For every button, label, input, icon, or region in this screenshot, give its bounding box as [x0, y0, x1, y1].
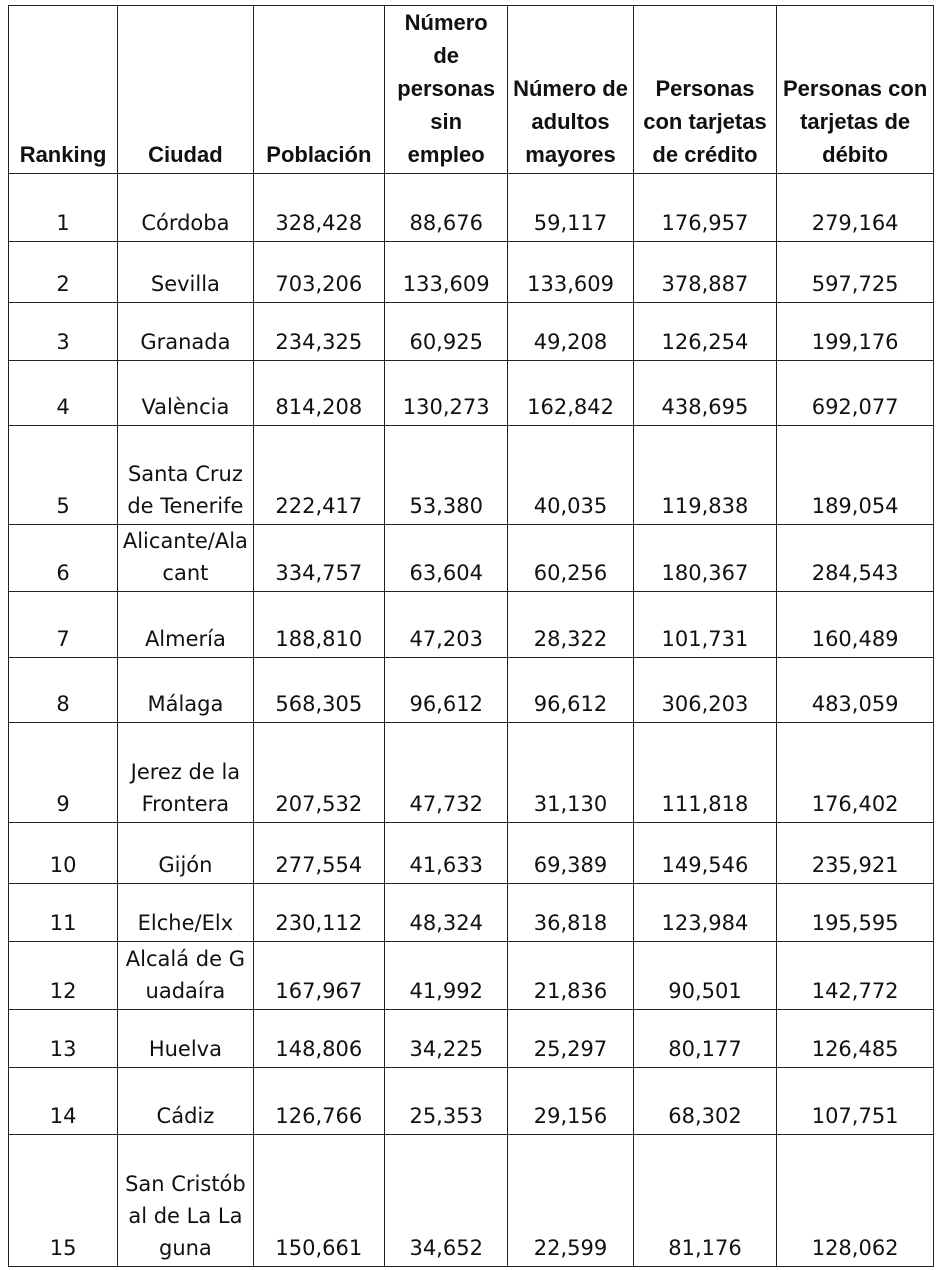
- cell-tarjetas-debito: 692,077: [777, 361, 934, 426]
- header-adultos-mayores: Número de adultos mayores: [508, 6, 633, 174]
- cell-ciudad: Gijón: [118, 823, 253, 884]
- table-row: [9, 1010, 934, 1068]
- cell-ciudad: València: [118, 361, 253, 426]
- cell-tarjetas-credito: 378,887: [633, 242, 777, 303]
- cell-ciudad: Huelva: [118, 1010, 253, 1068]
- header-poblacion: Población: [253, 6, 384, 174]
- table-row: [9, 303, 934, 361]
- cell-tarjetas-debito: 128,062: [777, 1135, 934, 1267]
- header-ciudad: Ciudad: [118, 6, 253, 174]
- cell-poblacion: 167,967: [253, 942, 384, 1010]
- cell-ciudad: Granada: [118, 303, 253, 361]
- cell-sin-empleo: 47,203: [385, 592, 508, 658]
- cell-sin-empleo: 88,676: [385, 174, 508, 242]
- header-ranking: Ranking: [9, 6, 118, 174]
- table-row: [9, 174, 934, 242]
- cell-tarjetas-credito: 438,695: [633, 361, 777, 426]
- cell-adultos-mayores: 60,256: [508, 525, 633, 592]
- cell-poblacion: 703,206: [253, 242, 384, 303]
- cell-poblacion: 188,810: [253, 592, 384, 658]
- data-table-container: [8, 5, 934, 1267]
- cell-poblacion: 568,305: [253, 658, 384, 723]
- cell-tarjetas-debito: 483,059: [777, 658, 934, 723]
- cell-ranking: 4: [9, 361, 118, 426]
- cell-ranking: 6: [9, 525, 118, 592]
- cell-sin-empleo: 41,992: [385, 942, 508, 1010]
- cell-tarjetas-debito: 107,751: [777, 1068, 934, 1135]
- cell-tarjetas-debito: 176,402: [777, 723, 934, 823]
- cell-sin-empleo: 34,225: [385, 1010, 508, 1068]
- cell-tarjetas-credito: 126,254: [633, 303, 777, 361]
- cell-tarjetas-credito: 80,177: [633, 1010, 777, 1068]
- cell-poblacion: 277,554: [253, 823, 384, 884]
- cell-adultos-mayores: 59,117: [508, 174, 633, 242]
- cell-poblacion: 328,428: [253, 174, 384, 242]
- cell-adultos-mayores: 25,297: [508, 1010, 633, 1068]
- cell-ranking: 14: [9, 1068, 118, 1135]
- cell-sin-empleo: 47,732: [385, 723, 508, 823]
- header-sin-empleo: Número de personas sin empleo: [385, 6, 508, 174]
- table-row: [9, 658, 934, 723]
- table-row: [9, 723, 934, 823]
- cell-adultos-mayores: 21,836: [508, 942, 633, 1010]
- city-statistics-table: [8, 5, 934, 1267]
- cell-tarjetas-credito: 119,838: [633, 426, 777, 525]
- cell-tarjetas-credito: 123,984: [633, 884, 777, 942]
- cell-sin-empleo: 133,609: [385, 242, 508, 303]
- cell-tarjetas-debito: 279,164: [777, 174, 934, 242]
- cell-ciudad: Jerez de la Frontera: [118, 723, 253, 823]
- cell-ranking: 1: [9, 174, 118, 242]
- cell-ciudad: Cádiz: [118, 1068, 253, 1135]
- cell-ciudad: Córdoba: [118, 174, 253, 242]
- cell-ciudad: Málaga: [118, 658, 253, 723]
- cell-tarjetas-debito: 199,176: [777, 303, 934, 361]
- cell-ranking: 15: [9, 1135, 118, 1267]
- cell-ciudad: Almería: [118, 592, 253, 658]
- cell-adultos-mayores: 31,130: [508, 723, 633, 823]
- cell-tarjetas-debito: 235,921: [777, 823, 934, 884]
- cell-adultos-mayores: 96,612: [508, 658, 633, 723]
- cell-sin-empleo: 25,353: [385, 1068, 508, 1135]
- cell-ranking: 2: [9, 242, 118, 303]
- cell-sin-empleo: 96,612: [385, 658, 508, 723]
- cell-adultos-mayores: 22,599: [508, 1135, 633, 1267]
- cell-poblacion: 126,766: [253, 1068, 384, 1135]
- cell-adultos-mayores: 133,609: [508, 242, 633, 303]
- cell-tarjetas-credito: 101,731: [633, 592, 777, 658]
- cell-ranking: 12: [9, 942, 118, 1010]
- header-tarjetas-credito: Personas con tarjetas de crédito: [633, 6, 777, 174]
- table-header-row: [9, 6, 934, 174]
- table-row: [9, 1135, 934, 1267]
- cell-sin-empleo: 53,380: [385, 426, 508, 525]
- cell-poblacion: 222,417: [253, 426, 384, 525]
- cell-poblacion: 150,661: [253, 1135, 384, 1267]
- cell-sin-empleo: 63,604: [385, 525, 508, 592]
- cell-adultos-mayores: 162,842: [508, 361, 633, 426]
- cell-ciudad: San Cristóbal de La Laguna: [118, 1135, 253, 1267]
- table-row: [9, 592, 934, 658]
- cell-ranking: 8: [9, 658, 118, 723]
- header-tarjetas-debito: Personas con tarjetas de débito: [777, 6, 934, 174]
- cell-sin-empleo: 34,652: [385, 1135, 508, 1267]
- cell-tarjetas-debito: 160,489: [777, 592, 934, 658]
- table-row: [9, 942, 934, 1010]
- table-row: [9, 426, 934, 525]
- cell-poblacion: 148,806: [253, 1010, 384, 1068]
- table-row: [9, 1068, 934, 1135]
- table-row: [9, 242, 934, 303]
- cell-tarjetas-credito: 149,546: [633, 823, 777, 884]
- cell-adultos-mayores: 40,035: [508, 426, 633, 525]
- table-row: [9, 884, 934, 942]
- cell-ciudad: Alcalá de Guadaíra: [118, 942, 253, 1010]
- cell-tarjetas-debito: 195,595: [777, 884, 934, 942]
- cell-ranking: 10: [9, 823, 118, 884]
- cell-ciudad: Santa Cruz de Tenerife: [118, 426, 253, 525]
- cell-tarjetas-credito: 180,367: [633, 525, 777, 592]
- cell-ranking: 9: [9, 723, 118, 823]
- table-row: [9, 525, 934, 592]
- cell-poblacion: 207,532: [253, 723, 384, 823]
- cell-adultos-mayores: 69,389: [508, 823, 633, 884]
- cell-adultos-mayores: 36,818: [508, 884, 633, 942]
- cell-sin-empleo: 60,925: [385, 303, 508, 361]
- cell-tarjetas-credito: 90,501: [633, 942, 777, 1010]
- table-row: [9, 361, 934, 426]
- cell-sin-empleo: 130,273: [385, 361, 508, 426]
- cell-ranking: 7: [9, 592, 118, 658]
- cell-tarjetas-debito: 126,485: [777, 1010, 934, 1068]
- cell-adultos-mayores: 28,322: [508, 592, 633, 658]
- cell-tarjetas-credito: 68,302: [633, 1068, 777, 1135]
- cell-ranking: 11: [9, 884, 118, 942]
- cell-ciudad: Elche/Elx: [118, 884, 253, 942]
- cell-tarjetas-debito: 284,543: [777, 525, 934, 592]
- cell-ranking: 3: [9, 303, 118, 361]
- cell-tarjetas-credito: 81,176: [633, 1135, 777, 1267]
- cell-poblacion: 234,325: [253, 303, 384, 361]
- cell-sin-empleo: 41,633: [385, 823, 508, 884]
- cell-tarjetas-credito: 176,957: [633, 174, 777, 242]
- cell-sin-empleo: 48,324: [385, 884, 508, 942]
- cell-ciudad: Sevilla: [118, 242, 253, 303]
- cell-adultos-mayores: 49,208: [508, 303, 633, 361]
- cell-poblacion: 814,208: [253, 361, 384, 426]
- cell-tarjetas-debito: 142,772: [777, 942, 934, 1010]
- cell-tarjetas-credito: 111,818: [633, 723, 777, 823]
- cell-tarjetas-credito: 306,203: [633, 658, 777, 723]
- cell-poblacion: 230,112: [253, 884, 384, 942]
- cell-tarjetas-debito: 597,725: [777, 242, 934, 303]
- cell-ciudad: Alicante/Alacant: [118, 525, 253, 592]
- cell-poblacion: 334,757: [253, 525, 384, 592]
- table-row: [9, 823, 934, 884]
- cell-adultos-mayores: 29,156: [508, 1068, 633, 1135]
- cell-ranking: 5: [9, 426, 118, 525]
- cell-ranking: 13: [9, 1010, 118, 1068]
- cell-tarjetas-debito: 189,054: [777, 426, 934, 525]
